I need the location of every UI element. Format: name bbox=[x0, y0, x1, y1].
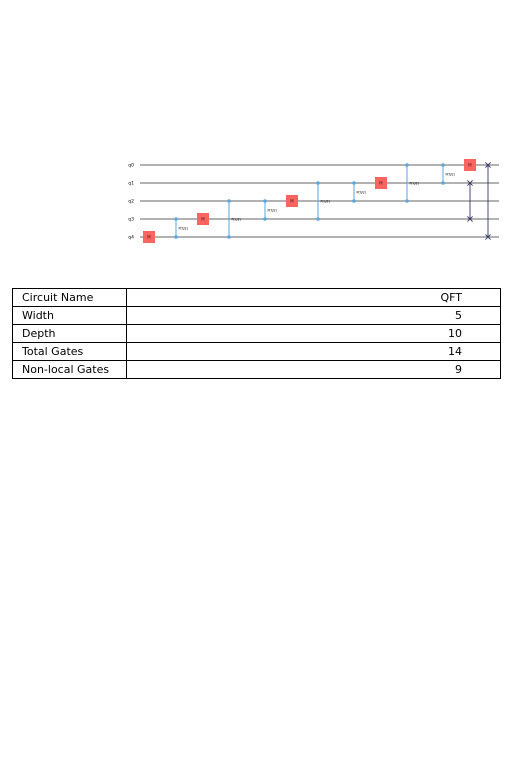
qubit-label: q1 bbox=[128, 181, 134, 187]
property-name: Circuit Name bbox=[13, 289, 127, 307]
property-name: Depth bbox=[13, 325, 127, 343]
phase-gate-label: P(π/2) bbox=[178, 226, 188, 231]
qubit-label: q3 bbox=[128, 217, 134, 223]
phase-gate-label: P(π/2) bbox=[320, 199, 330, 204]
qubit-label: q4 bbox=[128, 235, 134, 241]
property-value: QFT bbox=[127, 289, 501, 307]
control-dot bbox=[174, 235, 178, 239]
phase-gate-label: P(π/2) bbox=[356, 190, 366, 195]
control-dot bbox=[174, 217, 178, 221]
phase-gate-label: P(π/2) bbox=[409, 181, 419, 186]
circuit-diagram bbox=[0, 0, 512, 280]
table-row bbox=[13, 307, 501, 325]
qubit-label: q2 bbox=[128, 199, 134, 205]
control-dot bbox=[316, 181, 320, 185]
control-dot bbox=[263, 199, 267, 203]
property-value: 10 bbox=[127, 325, 501, 343]
table-row bbox=[13, 361, 501, 379]
hadamard-gate-label: H bbox=[147, 235, 151, 241]
property-value: 14 bbox=[127, 343, 501, 361]
control-dot bbox=[227, 235, 231, 239]
hadamard-gate-label: H bbox=[290, 199, 294, 205]
phase-gate-label: P(π/2) bbox=[267, 208, 277, 213]
property-name: Non-local Gates bbox=[13, 361, 127, 379]
qubit-label: q0 bbox=[128, 163, 134, 169]
hadamard-gate-label: H bbox=[201, 217, 205, 223]
table-row bbox=[13, 289, 501, 307]
property-value: 9 bbox=[127, 361, 501, 379]
property-name: Width bbox=[13, 307, 127, 325]
control-dot bbox=[441, 181, 445, 185]
control-dot bbox=[405, 199, 409, 203]
control-dot bbox=[263, 217, 267, 221]
hadamard-gate-label: H bbox=[379, 181, 383, 187]
property-value: 5 bbox=[127, 307, 501, 325]
control-dot bbox=[227, 199, 231, 203]
control-dot bbox=[405, 163, 409, 167]
circuit-properties-table bbox=[12, 288, 501, 379]
phase-gate-label: P(π/2) bbox=[231, 217, 241, 222]
table-row bbox=[13, 325, 501, 343]
phase-gate-label: P(π/2) bbox=[445, 172, 455, 177]
control-dot bbox=[352, 181, 356, 185]
property-name: Total Gates bbox=[13, 343, 127, 361]
table-row bbox=[13, 343, 501, 361]
control-dot bbox=[441, 163, 445, 167]
control-dot bbox=[316, 217, 320, 221]
control-dot bbox=[352, 199, 356, 203]
hadamard-gate-label: H bbox=[468, 163, 472, 169]
